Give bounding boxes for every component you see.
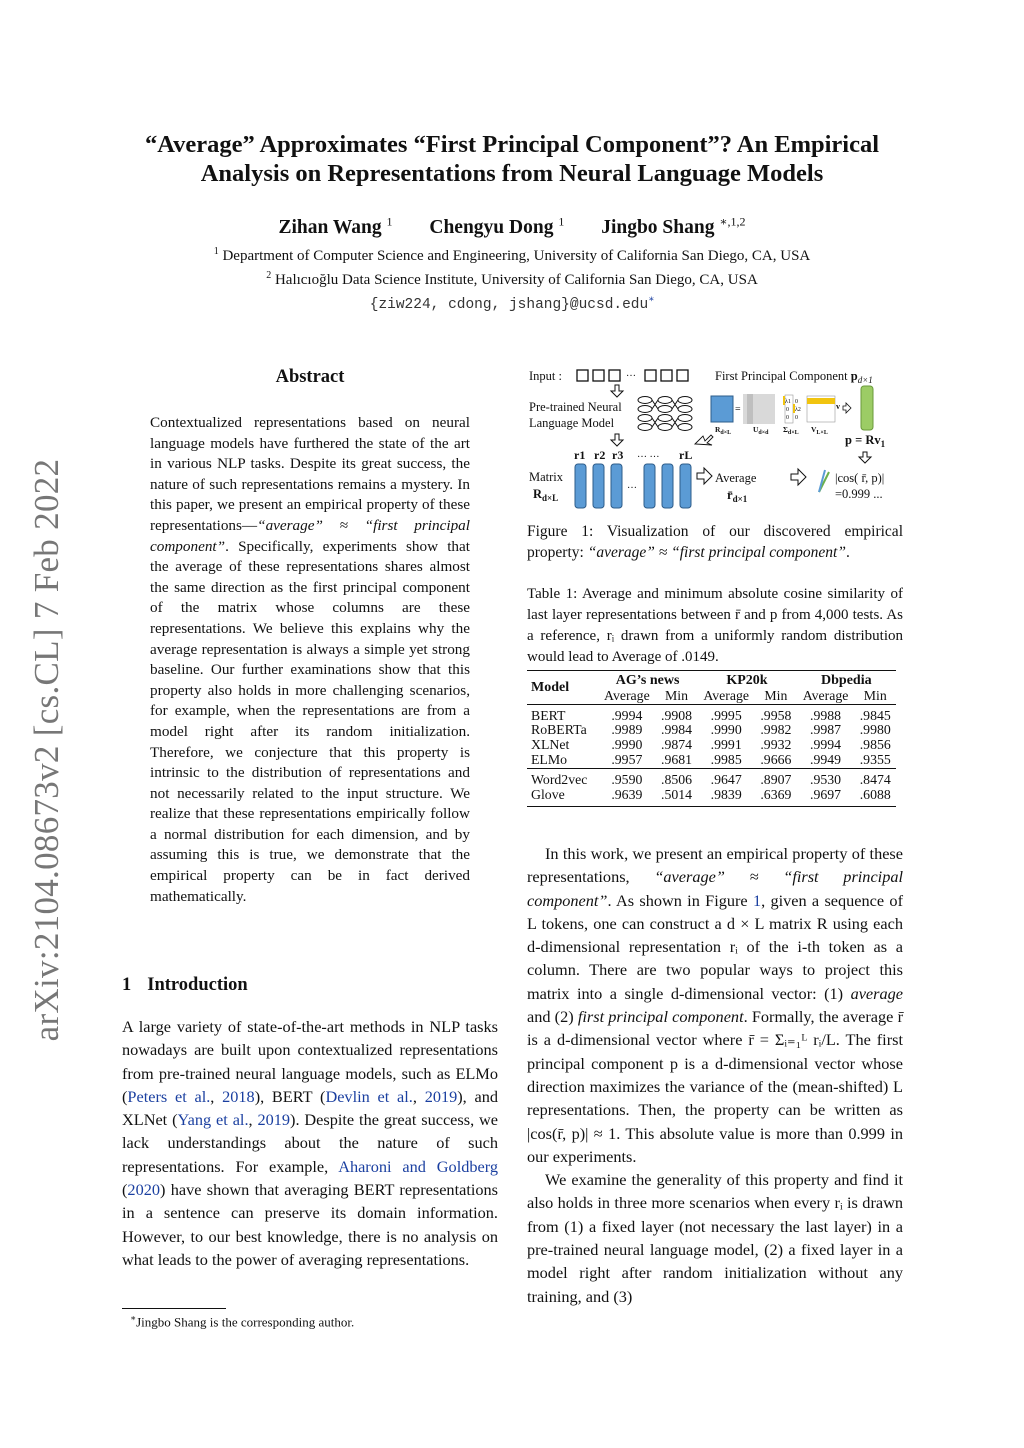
table-cell-value: .9957 <box>611 751 643 767</box>
arrow-diagonal-icon <box>695 435 713 445</box>
results-table <box>527 670 896 807</box>
paragraph-2: We examine the generality of this property and find it also holds in three more scenarios when every rᵢ is drawn from (1) a fixed layer (not necessary the last layer) in a pre-trained neural language model, (2) a fixed layer in a model right after random initialization without any training, and (3) <box>527 1170 903 1306</box>
table-cell-value: .9932 <box>760 737 792 753</box>
table-cell-model: Glove <box>531 786 565 802</box>
arrow-down-icon <box>859 452 871 463</box>
fig-plm-line2: Language Model <box>529 416 615 430</box>
table-subheader: Average <box>703 687 750 703</box>
table-header-model: Model <box>531 680 570 696</box>
svg-text:λ2: λ2 <box>795 407 801 413</box>
svg-text:Σd×L: $\Sigma_{d\times L}$ <box>783 425 799 436</box>
title-line-2: Analysis on Representations from Neural Language Models <box>200 160 824 187</box>
table-cell-value: .9958 <box>755 704 796 723</box>
table-cell-value: .9995 <box>697 704 755 723</box>
footnote-rule <box>122 1308 226 1309</box>
table-cell-value: .9839 <box>710 786 742 802</box>
introduction-body: A large variety of state-of-the-art methods in NLP tasks nowadays are built upon contextualized representations from pre-trained neural language models, such as ELMo (Peters et al., 2018), BERT (Devlin et al., 2019), and XLNet (Yang et al., 2019). Despite the great success, we lack understandings about the nature of such representations. For example, Aharoni and Goldberg (2020) have shown that averaging BERT representations in a sentence can preserve its domain information. However, to our best knowledge, there is no analysis on what leads to the power of averaging representations. <box>122 1017 499 1269</box>
arrow-down-icon <box>611 434 623 446</box>
table-cell-value: .9530 <box>797 768 855 787</box>
author-1: Zihan Wang $^1$ <box>278 214 393 238</box>
arrow-right-icon <box>697 468 712 484</box>
svd-diagram <box>711 386 873 436</box>
table-cell-value: .9988 <box>797 704 855 723</box>
author-3: Jingbo Shang $^{∗,1,2}$ <box>601 214 746 238</box>
arrow-down-icon <box>611 385 623 397</box>
table-row <box>527 768 896 787</box>
table-cell-value: .9639 <box>611 786 643 802</box>
table-cell-value: .9874 <box>661 737 693 753</box>
title-line-1: “Average” Approximates “First Principal Component”? An Empirical <box>144 131 880 158</box>
table-cell-model: XLNet <box>531 737 570 753</box>
table-cell-value: .9980 <box>859 722 891 738</box>
table-cell-value: .9908 <box>656 704 697 723</box>
table-subheader: Average <box>802 687 849 703</box>
fig-average-label: Average <box>715 471 757 485</box>
input-dots: … <box>626 368 636 379</box>
citation-aharoni-year[interactable]: 2020 <box>127 1180 160 1200</box>
citation-devlin-year[interactable]: 2019 <box>424 1086 458 1106</box>
table-subheader: Average <box>604 687 650 703</box>
svg-text:VL×L: $V_{L\times L}$ <box>811 425 828 436</box>
table-cell-value: .8506 <box>656 768 697 787</box>
table-cell-value: .5014 <box>661 786 693 802</box>
table-cell-model: ELMo <box>531 751 568 767</box>
arrow-right-icon <box>791 469 806 485</box>
table-cell-value: .9991 <box>710 737 742 753</box>
svg-text:=: = <box>735 404 741 415</box>
neural-network-icon <box>638 397 692 431</box>
table-cell-value: .9989 <box>611 722 643 738</box>
svg-text:0: 0 <box>786 415 789 421</box>
svg-text:v: v <box>836 402 840 411</box>
table-group-kp20k: KP20k <box>726 673 768 688</box>
author-email: {ziw224, cdong, jshang}@ucsd.edu∗ <box>369 295 655 313</box>
table-cell-value: .8907 <box>755 768 796 787</box>
fig-plm-line1: Pre-trained Neural <box>529 400 622 414</box>
table-cell-value: .9984 <box>661 722 693 738</box>
citation-devlin[interactable]: Devlin et al. <box>325 1086 413 1106</box>
col-label-dots: … … <box>637 449 660 460</box>
table-cell-value: .9647 <box>697 768 755 787</box>
figure-1 <box>527 364 903 512</box>
angle-vectors-icon <box>819 470 829 492</box>
table-cell-value: .9985 <box>710 751 742 767</box>
fig-matrix-label: Matrix <box>529 470 564 484</box>
svg-text:λ1: λ1 <box>785 399 791 405</box>
citation-peters[interactable]: Peters et al. <box>127 1086 211 1106</box>
table-row <box>527 788 896 803</box>
arxiv-stamp: arXiv:2104.08673v2 [cs.CL] 7 Feb 2022 <box>27 458 66 1042</box>
svg-text:0: 0 <box>795 415 798 421</box>
table-cell-value: .6369 <box>760 786 792 802</box>
table-row <box>527 723 896 738</box>
table-cell-value: .9666 <box>760 751 792 767</box>
svg-text:Ud×d: $U_{d\times d}$ <box>753 425 769 436</box>
figure-reference[interactable]: 1 <box>752 890 762 910</box>
author-2: Chengyu Dong $^1$ <box>429 214 565 238</box>
fig-matrix-symbol: $R_{d\times L}$ <box>533 487 559 503</box>
intro-right-column <box>527 842 903 1308</box>
table-cell-model: BERT <box>527 704 598 723</box>
table-subheader: Min <box>764 687 788 703</box>
table-row <box>527 753 896 768</box>
section-heading-introduction: 1 Introduction <box>122 975 248 995</box>
citation-aharoni[interactable]: Aharoni and Goldberg <box>338 1156 498 1176</box>
table-group-agnews: AG’s news <box>615 673 680 688</box>
table-cell-value: .9590 <box>598 768 656 787</box>
table-cell-value: .9681 <box>661 751 693 767</box>
table-subheader: Min <box>863 687 887 703</box>
fig-p-equation: $p = Rv_1$ <box>845 433 886 449</box>
table-cell-value: .9994 <box>810 737 842 753</box>
table-cell-value: .9990 <box>710 722 742 738</box>
table-row <box>527 704 896 723</box>
table-cell-model: RoBERTa <box>531 722 587 738</box>
paper-title <box>100 130 924 188</box>
table-cell-model: Word2vec <box>527 768 598 787</box>
fig-input-label: Input : <box>529 369 562 383</box>
table-cell-value: .6088 <box>859 786 891 802</box>
table-cell-value: .8474 <box>854 768 896 787</box>
table-cell-value: .9987 <box>810 722 842 738</box>
col-label-r1: r1 <box>574 448 586 462</box>
table-cell-value: .9982 <box>760 722 792 738</box>
svg-text:0: 0 <box>786 407 789 413</box>
affiliation-2: $^2$ Halıcıoğlu Data Science Institute, University of California San Diego, CA, USA <box>266 270 758 288</box>
figure-caption: Figure 1: Visualization of our discovered empirical property: “average” ≈ “first principal component”. <box>527 523 903 561</box>
table-group-dbpedia: Dbpedia <box>821 673 872 688</box>
citation-yang[interactable]: Yang et al. <box>177 1110 249 1130</box>
footnote: ∗Jingbo Shang is the corresponding author. <box>130 1313 355 1330</box>
affiliation-1: $^1$ Department of Computer Science and Engineering, University of California San Diego, CA, USA <box>213 246 811 264</box>
col-label-r3: r3 <box>612 448 624 462</box>
abstract-heading: Abstract <box>275 367 345 387</box>
fig-cos-line1: |cos( r̄, p)| <box>835 471 885 485</box>
table-row <box>527 738 896 753</box>
table-cell-value: .9994 <box>598 704 656 723</box>
table-cell-value: .9949 <box>810 751 842 767</box>
col-label-rl: rL <box>679 448 693 462</box>
table-subheader: Min <box>665 687 689 703</box>
table-cell-value: .9990 <box>611 737 643 753</box>
citation-peters-year[interactable]: 2018 <box>222 1086 255 1106</box>
table-cell-value: .9845 <box>854 704 896 723</box>
table-cell-value: .9697 <box>810 786 842 802</box>
svg-text:0: 0 <box>795 399 798 405</box>
columns-dots: … <box>627 480 637 491</box>
table-caption: Table 1: Average and minimum absolute cosine similarity of last layer representations between r̄ and p from 4,000 tests. As a reference, rᵢ drawn from a uniformly random distribution would lead to Average of .0149. <box>527 586 903 665</box>
table-cell-value: .9355 <box>859 751 891 767</box>
author-list <box>100 214 924 239</box>
fig-average-symbol: $r̄_{d\times 1}$ <box>727 488 748 504</box>
paragraph-1: In this work, we present an empirical property of these representations, “average” ≈ “first principal component”. As shown in Figure 1, given a sequence of L tokens, one can construct a d × L matrix R using each d-dimensional representation rᵢ of the i-th token as a column. There are two popular ways to project this matrix into a single d-dimensional vector: (1) average and (2) first principal component. Formally, the average r̄ is a d-dimensional vector where r̄ = Σᵢ₌₁ᴸ rᵢ/L. The first principal component p is a d-dimensional vector whose direction maximizes the variance of the (mean-shifted) L representations. Then, the property can be written as |cos(r̄, p)| ≈ 1. This absolute value is more than 0.999 in our experiments. <box>527 844 904 1166</box>
fig-cos-line2: =0.999 ... <box>835 487 883 501</box>
col-label-r2: r2 <box>594 448 606 462</box>
table-cell-value: .9856 <box>859 737 891 753</box>
svg-text:Rd×L: $R_{d\times L}$ <box>715 425 732 436</box>
fig-fpc-label: First Principal Component $p_{d\times 1}$ <box>715 369 873 385</box>
citation-yang-year[interactable]: 2019 <box>257 1110 291 1130</box>
abstract-body: Contextualized representations based on neural language models have furthered the state of the art in various NLP tasks. Despite its great success, the nature of such representations remains a mystery. In this paper, we present an empirical property of these representations—“average” ≈ “first principal component”. Specifically, experiments show that the average of these representations shares almost the same direction as the first principal component of the matrix whose columns are these representations. We believe this explains why the average representation is always a simple yet strong baseline. Our further examinations show that this property also holds in more challenging scenarios, for example, when the representations are from a model right after its random initialization. Therefore, we conjecture that this property is intrinsic to the distribution of representations and not necessarily related to the input structure. We realize that these representations empirically follow a normal distribution for each dimension, and by assuming this is true, we demonstrate that the empirical property can be in fact derived mathematically. <box>150 414 470 905</box>
